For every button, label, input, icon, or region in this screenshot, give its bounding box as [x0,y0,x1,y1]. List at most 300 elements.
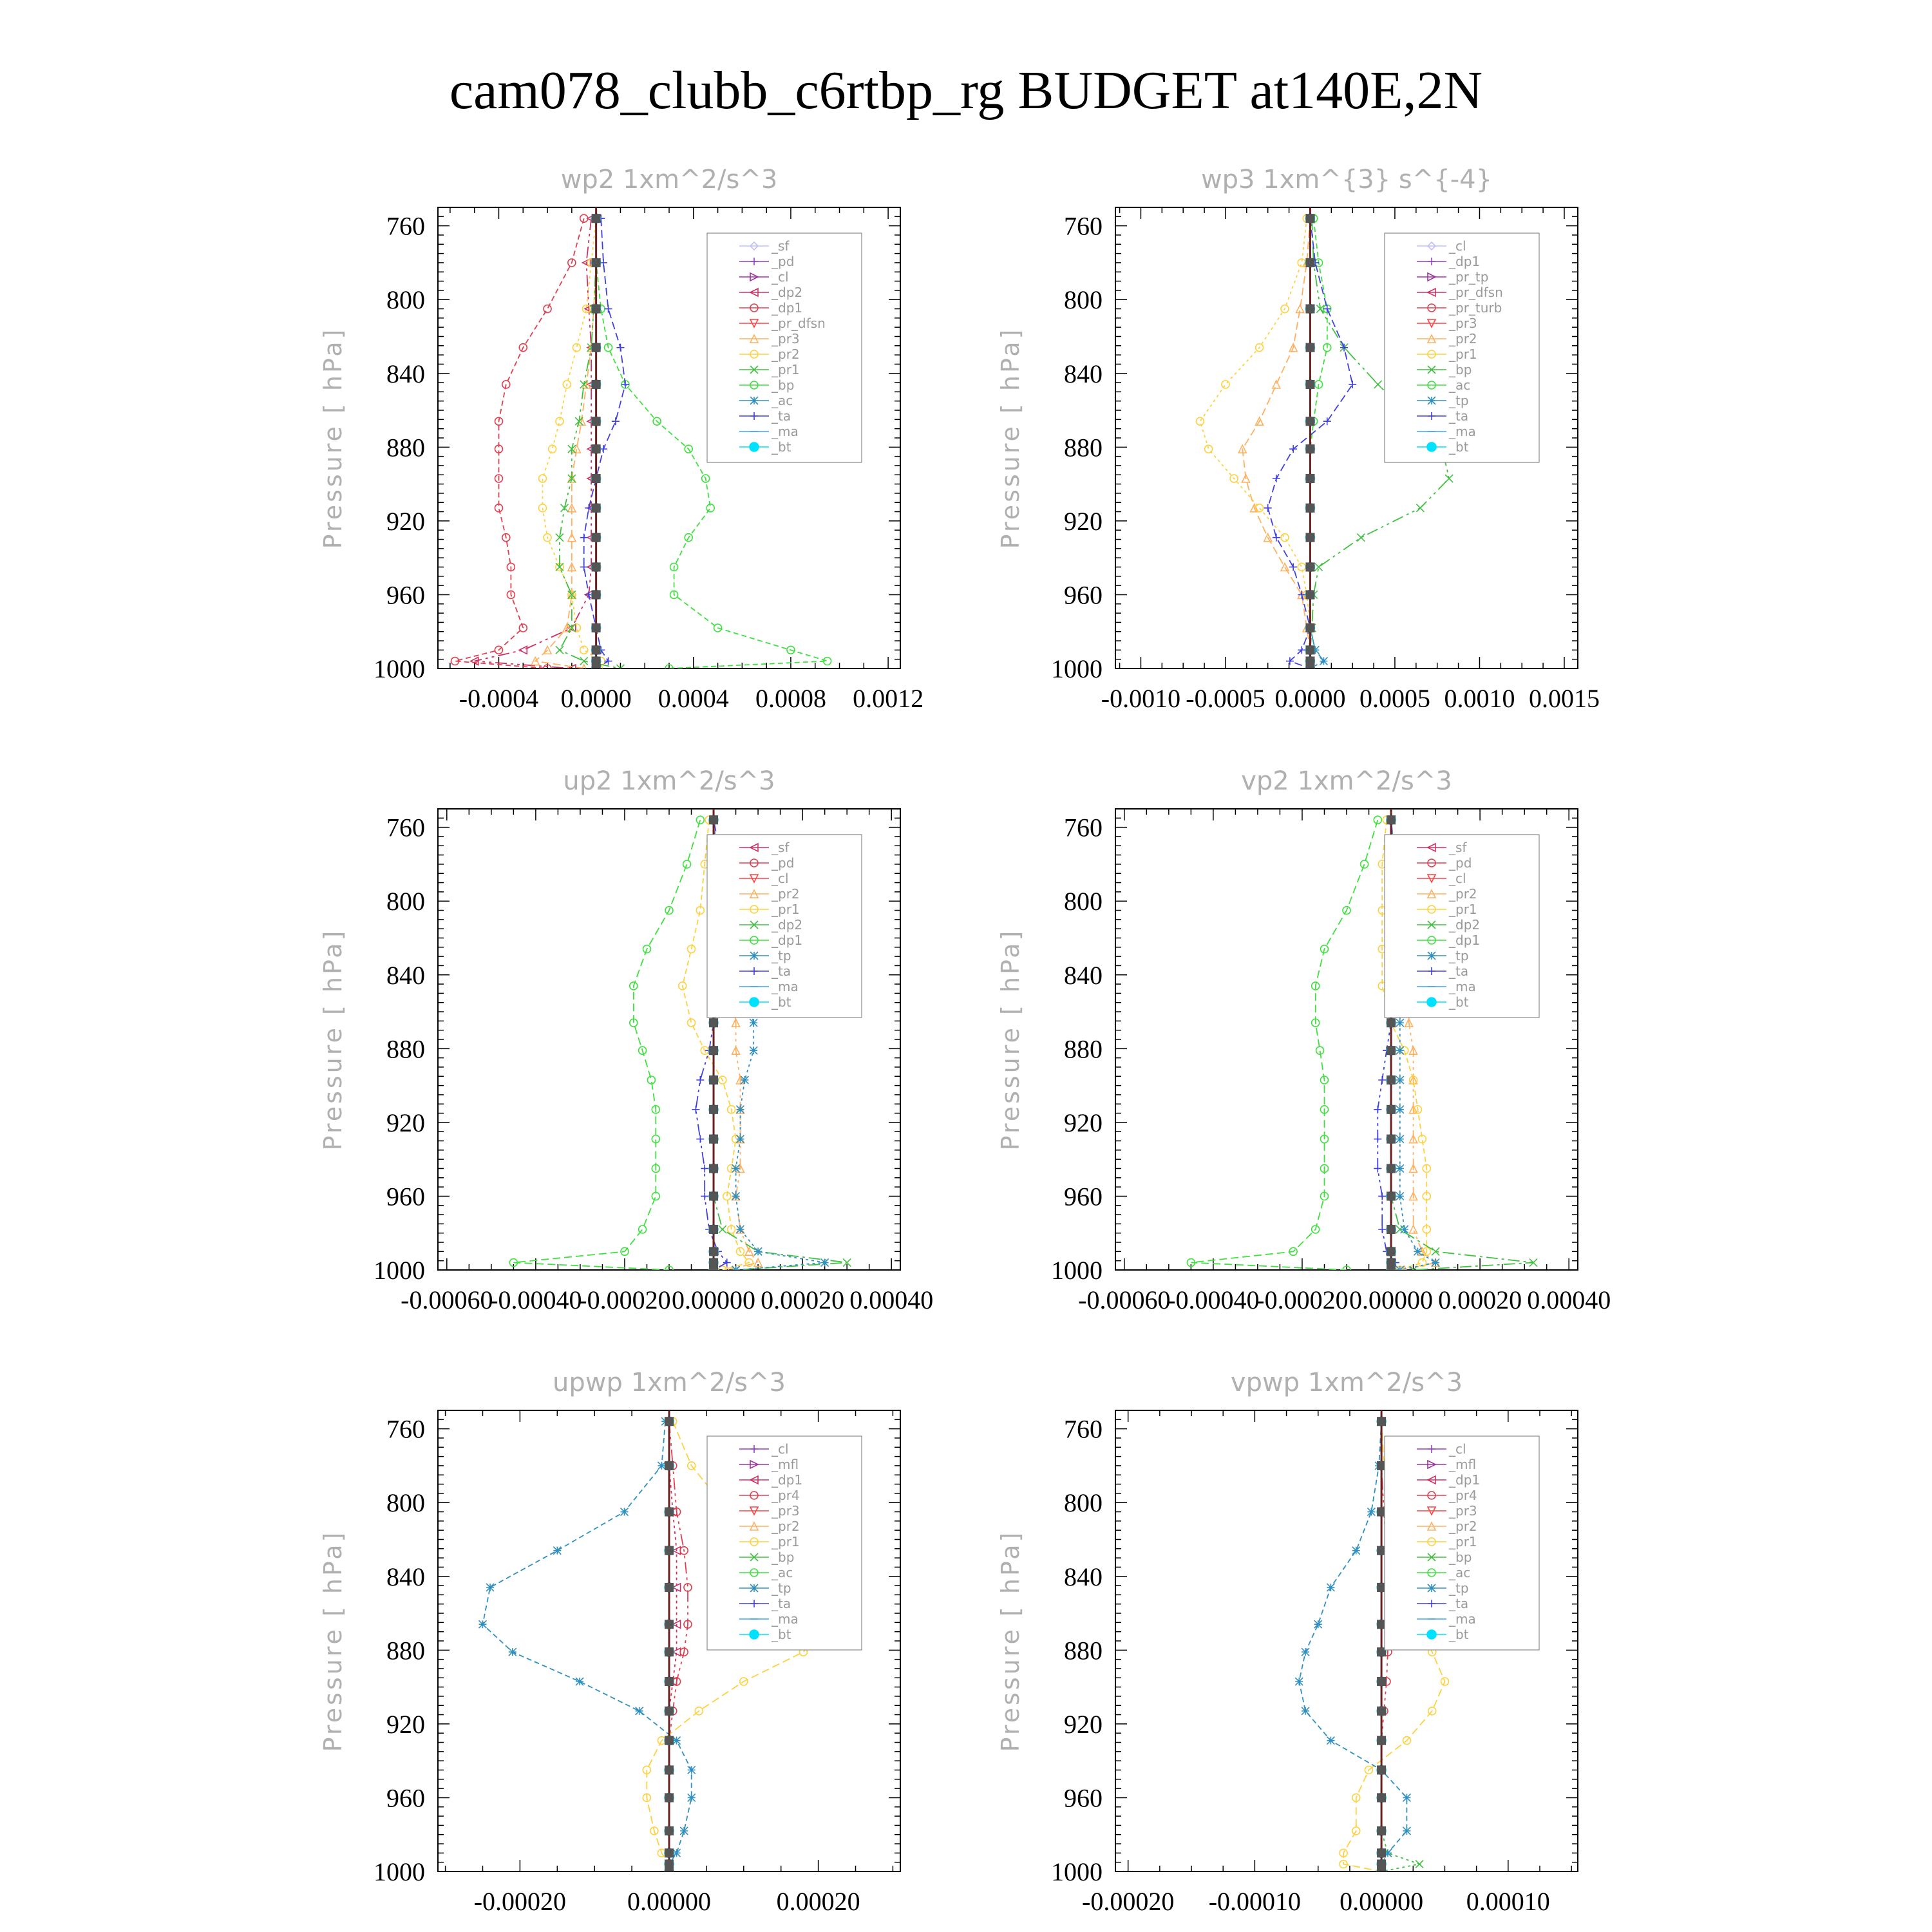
y-tick-label: 840 [1064,960,1103,990]
data-point-dp1 [1361,860,1368,868]
legend-label: _ac [772,1565,793,1580]
legend-label: _ac [1449,1565,1471,1580]
total-marker [1305,444,1314,453]
legend-label: _pr2 [1449,886,1477,902]
y-tick-label: 1000 [1051,1857,1103,1886]
legend-label: _pr2 [1449,1519,1477,1534]
data-point-tp [1403,1794,1410,1801]
legend-marker [1427,1630,1436,1639]
panel-3 [319,766,933,1314]
y-tick-label: 960 [386,1182,425,1211]
total-marker [665,1867,674,1876]
total-marker [709,1075,718,1084]
total-marker [665,1793,674,1802]
legend-label: _pr1 [1449,902,1477,917]
legend-label: _dp2 [772,285,803,300]
data-point-ta [580,534,588,542]
data-point-dp1 [696,816,704,824]
total-marker [709,1191,718,1200]
legend-marker [750,1584,758,1592]
y-tick-label: 840 [1064,359,1103,388]
data-point-pr1 [688,1019,696,1027]
legend-label: _pr1 [772,1534,800,1549]
data-point-tp [1302,1648,1309,1656]
data-point-ta [1273,475,1280,482]
x-tick-label: 0.00040 [849,1285,934,1314]
x-tick-label: -0.0004 [459,684,539,713]
legend-label: _ac [772,393,793,408]
y-tick-label: 920 [386,1108,425,1137]
legend [1385,1436,1539,1650]
data-point-tp [1302,1707,1309,1715]
total-marker [709,1164,718,1173]
y-tick-label: 760 [386,813,425,842]
data-point-tp [1396,1076,1404,1084]
data-point-tp [636,1707,643,1715]
x-tick-label: -0.00040 [489,1285,582,1314]
x-tick-label: 0.00020 [776,1887,860,1916]
data-point-tp [1396,1266,1404,1274]
y-tick-label: 880 [1064,1034,1103,1064]
x-tick-label: 0.0012 [853,684,924,713]
total-marker [1377,1707,1386,1716]
data-point-ta [696,1076,704,1084]
legend-label: _ta [1449,963,1469,979]
legend [707,233,862,462]
legend-label: _ma [1449,1611,1476,1627]
data-point-tp [736,1106,744,1113]
total-marker [1377,1848,1386,1857]
x-tick-label: 0.00020 [761,1285,845,1314]
total-marker [1377,1736,1386,1745]
legend-label: _dp1 [772,1472,803,1488]
legend-label: _bp [772,377,795,393]
data-point-pr2 [1281,563,1289,571]
legend-label: _mfl [772,1457,799,1472]
total-marker [665,1765,674,1774]
legend-marker [750,952,758,960]
data-point-ta [1264,504,1272,512]
total-marker [592,590,601,599]
total-marker [709,1135,718,1144]
legend-label: _bp [1449,362,1472,377]
total-marker [1305,645,1314,654]
total-marker [592,214,601,223]
total-marker [1305,623,1314,632]
x-tick-label: -0.0005 [1186,684,1265,713]
legend-marker [1428,397,1435,404]
x-tick-label: -0.00020 [1082,1887,1175,1916]
legend-label: _ma [1449,424,1476,439]
total-marker [665,1620,674,1629]
series-line-dp1 [513,820,700,1270]
legend-label: _tp [772,1580,791,1596]
total-marker [1387,1164,1396,1173]
legend-label: _dp1 [772,933,803,948]
data-point-tp [732,1164,740,1172]
legend-marker [1428,952,1435,960]
data-point-dp1 [683,860,691,868]
panel-1 [319,165,923,713]
legend-label: _cl [1449,1441,1466,1457]
data-point-tp [486,1584,494,1591]
data-point-ta [701,1192,708,1200]
legend-label: _tp [1449,1580,1469,1596]
y-axis-label: Pressure [ hPa] [319,928,347,1151]
y-axis-label: Pressure [ hPa] [319,327,347,549]
x-tick-label: 0.00000 [672,1285,756,1314]
data-point-ta [612,417,620,425]
data-point-bp [1416,1861,1423,1868]
x-tick-label: 0.0015 [1528,684,1600,713]
series-line-dp1 [455,218,584,668]
series-line-ta [584,218,625,668]
legend-marker [1428,1584,1435,1592]
data-point-tp [1403,1827,1410,1835]
legend-label: _bt [1449,439,1469,455]
legend-label: _pr_dfsn [772,316,826,331]
y-tick-label: 1000 [374,654,425,683]
panel-5 [319,1368,900,1916]
legend-label: _bt [772,439,791,455]
x-tick-label: 0.0010 [1444,684,1515,713]
data-point-ta [1349,381,1356,388]
y-tick-label: 960 [1064,580,1103,610]
legend-label: _bp [1449,1549,1472,1565]
total-marker [592,380,601,389]
data-point-pr1 [561,504,569,512]
panel-title: up2 1xm^2/s^3 [563,766,775,796]
x-tick-label: -0.00020 [1256,1285,1349,1314]
data-point-tp [754,1247,762,1255]
data-point-tp [736,1226,744,1233]
data-point-dp2 [719,1226,726,1233]
data-point-tp [732,1192,740,1200]
y-tick-label: 1000 [374,1857,425,1886]
x-tick-label: -0.00060 [401,1285,493,1314]
legend-label: _pr2 [772,886,800,902]
total-marker [1387,1075,1396,1084]
data-point-bp [1445,475,1453,482]
y-tick-label: 920 [386,1709,425,1739]
total-marker [709,1046,718,1055]
data-point-bp [1374,381,1382,388]
x-tick-label: -0.00060 [1078,1285,1171,1314]
y-tick-label: 840 [1064,1562,1103,1591]
total-marker [1387,1046,1396,1055]
legend-label: _ma [1449,979,1476,994]
y-tick-label: 840 [386,960,425,990]
legend-label: _bt [1449,994,1469,1010]
y-tick-label: 800 [386,1488,425,1518]
data-point-tp [688,1766,696,1774]
legend-label: _cl [772,269,789,285]
legend-label: _ta [772,963,791,979]
data-point-tp [1396,1192,1404,1200]
y-tick-label: 920 [1064,1108,1103,1137]
total-marker [1387,1135,1396,1144]
data-point-tp [1432,1259,1439,1267]
total-marker [709,1265,718,1274]
data-point-tp [621,1508,629,1516]
total-marker [1387,1225,1396,1234]
total-marker [1305,343,1314,352]
legend-label: _pr1 [1449,1534,1477,1549]
panel-title: vpwp 1xm^2/s^3 [1230,1368,1463,1397]
y-tick-label: 840 [386,1562,425,1591]
y-tick-label: 840 [386,359,425,388]
x-tick-label: 0.0000 [1274,684,1346,713]
x-tick-label: 0.00000 [627,1887,711,1916]
data-point-tp [736,1135,744,1143]
total-marker [665,1508,674,1517]
series-line-pr1 [1200,218,1311,668]
total-marker [592,645,601,654]
series-line-pr4 [669,1421,688,1871]
panel-4 [996,766,1611,1314]
y-tick-label: 1000 [1051,654,1103,683]
y-tick-label: 880 [386,433,425,462]
legend-label: _pr3 [1449,316,1477,331]
total-marker [665,1647,674,1656]
y-tick-label: 880 [386,1636,425,1665]
total-marker [1305,504,1314,513]
data-point-dp1 [1374,816,1381,824]
y-tick-label: 760 [1064,813,1103,842]
legend-marker [750,998,759,1007]
data-point-tp [1396,1135,1404,1143]
data-point-tp [1367,1508,1375,1516]
x-tick-label: 0.00020 [1438,1285,1522,1314]
legend-label: _pd [1449,855,1472,871]
legend-label: _pr1 [772,902,800,917]
legend-marker [1427,998,1436,1007]
legend-label: _pr3 [772,1503,800,1519]
legend-label: _pd [772,855,795,871]
total-marker [1305,417,1314,426]
panel-title: upwp 1xm^2/s^3 [553,1368,786,1397]
y-tick-label: 1000 [1051,1256,1103,1285]
legend-label: _bt [772,994,791,1010]
total-marker [1387,1018,1396,1027]
total-marker [1305,562,1314,571]
legend-label: _pd [772,254,795,269]
data-point-tp [741,1076,748,1084]
series-line-dp1 [669,1421,677,1871]
data-point-ta [1378,1226,1386,1233]
y-tick-label: 800 [1064,887,1103,916]
data-point-tp [1295,1678,1303,1685]
total-marker [1377,1417,1386,1426]
data-point-tp [732,1266,740,1274]
data-point-tp [478,1620,486,1628]
data-point-dp1 [639,1226,647,1233]
x-tick-label: 0.00010 [1466,1887,1550,1916]
legend-label: _sf [772,238,790,254]
legend-label: _dp1 [1449,1472,1481,1488]
figure-title: cam078_clubb_c6rtbp_rg BUDGET at140E,2N [449,61,1483,120]
total-marker [1377,1867,1386,1876]
total-marker [709,1018,718,1027]
total-marker [592,562,601,571]
legend [707,835,862,1018]
total-marker [1305,590,1314,599]
data-point-pr1 [1205,445,1213,453]
data-point-ta [1374,1135,1381,1143]
x-tick-label: 0.0004 [658,684,729,713]
series-line-ac [1311,218,1327,668]
legend-label: _cl [1449,871,1466,886]
data-point-tp [750,1019,757,1027]
legend-label: _pr2 [772,1519,800,1534]
data-point-ta [692,1106,699,1113]
y-axis-label: Pressure [ hPa] [996,1530,1025,1752]
legend-label: _pr3 [1449,1503,1477,1519]
total-marker [592,417,601,426]
legend-label: _cl [772,1441,789,1457]
total-marker [592,623,601,632]
data-point-ta [1289,563,1297,571]
legend-marker [750,1630,759,1639]
legend-label: _pr4 [772,1488,800,1503]
data-point-pr2 [573,344,580,352]
data-point-ta [696,1135,704,1143]
legend-label: _ma [772,1611,799,1627]
data-point-ta [1374,1164,1381,1172]
total-marker [665,1736,674,1745]
x-tick-label: 0.00000 [1340,1887,1424,1916]
legend-label: _pr1 [1449,346,1477,362]
data-point-tp [553,1547,561,1555]
data-point-tp [1327,1584,1334,1591]
panel-title: wp3 1xm^{3} s^{-4} [1200,165,1493,194]
total-marker [1305,258,1314,267]
legend-label: _pr2 [772,346,800,362]
legend-label: _ma [772,424,799,439]
data-point-tp [1401,1226,1408,1233]
legend-marker [1427,442,1436,451]
data-point-pr2 [580,646,588,654]
legend-label: _pr2 [1449,331,1477,346]
total-marker [1377,1793,1386,1802]
y-axis-label: Pressure [ hPa] [319,1530,347,1752]
legend-label: _cl [1449,238,1466,254]
data-point-dp1 [544,305,551,313]
y-tick-label: 880 [1064,1636,1103,1665]
data-point-tp [1327,1737,1334,1745]
legend-label: _mfl [1449,1457,1477,1472]
legend-label: _dp1 [772,300,803,316]
y-tick-label: 1000 [374,1256,425,1285]
y-axis-label: Pressure [ hPa] [996,327,1025,549]
data-point-ta [701,1164,708,1172]
x-tick-label: 0.0008 [755,684,826,713]
data-point-pr1 [1281,534,1289,542]
data-point-tp [1396,1106,1404,1113]
legend-label: _tp [1449,948,1469,963]
total-marker [1305,380,1314,389]
legend-label: _bt [1449,1627,1469,1642]
data-point-ta [616,344,624,352]
data-point-tp [1320,658,1327,665]
y-tick-label: 760 [386,211,425,241]
legend [1385,835,1539,1018]
x-tick-label: -0.00020 [578,1285,671,1314]
total-marker [665,1583,674,1592]
data-point-tp [821,1259,829,1267]
data-point-ta [1378,1192,1386,1200]
legend-label: _cl [772,871,789,886]
x-tick-label: -0.00040 [1167,1285,1260,1314]
series-line-pr3 [535,218,596,668]
total-marker [1305,533,1314,542]
y-tick-label: 800 [386,887,425,916]
data-point-tp [1396,1019,1404,1027]
panel-6 [996,1368,1578,1916]
x-tick-label: -0.00010 [1208,1887,1302,1916]
legend-label: _pr1 [772,362,800,377]
y-tick-label: 760 [1064,1414,1103,1444]
total-marker [709,1225,718,1234]
data-point-tp [1414,1247,1421,1255]
total-marker [1377,1765,1386,1774]
total-marker [709,1105,718,1114]
y-tick-label: 920 [1064,1709,1103,1739]
total-marker [1387,1265,1396,1274]
y-tick-label: 760 [386,1414,425,1444]
legend-label: _pr_tp [1449,269,1489,285]
y-tick-label: 800 [386,285,425,315]
total-marker [665,1461,674,1470]
data-point-bp [1416,504,1424,512]
legend-label: _dp1 [1449,254,1481,269]
total-marker [592,533,601,542]
legend-label: _ma [772,979,799,994]
legend-label: _ta [1449,408,1469,424]
data-point-tp [1396,1164,1404,1172]
total-marker [592,444,601,453]
total-marker [665,1677,674,1686]
series-line-pr1 [560,218,621,668]
legend [707,1436,862,1650]
y-tick-label: 880 [1064,433,1103,462]
data-point-pr2 [1273,381,1280,388]
y-axis-label: Pressure [ hPa] [996,928,1025,1151]
data-point-pr1 [1298,563,1305,571]
legend-label: _ta [772,1596,791,1611]
total-marker [592,664,601,673]
data-point-tp [1314,1620,1322,1628]
data-point-tp [1396,1046,1404,1054]
legend-marker [750,442,759,451]
legend-label: _bp [772,1549,795,1565]
y-tick-label: 960 [386,580,425,610]
legend-label: _tp [772,948,791,963]
y-tick-label: 880 [386,1034,425,1064]
legend [1385,233,1539,462]
total-marker [1377,1677,1386,1686]
total-marker [665,1707,674,1716]
total-marker [1377,1826,1386,1835]
panel-2 [996,165,1600,713]
data-point-pr1 [556,646,564,654]
total-marker [665,1546,674,1555]
y-tick-label: 760 [1064,211,1103,241]
panel-grid [319,165,1611,1916]
y-tick-label: 800 [1064,285,1103,315]
panel-title: wp2 1xm^2/s^3 [560,165,778,194]
legend-label: _dp2 [1449,917,1481,933]
